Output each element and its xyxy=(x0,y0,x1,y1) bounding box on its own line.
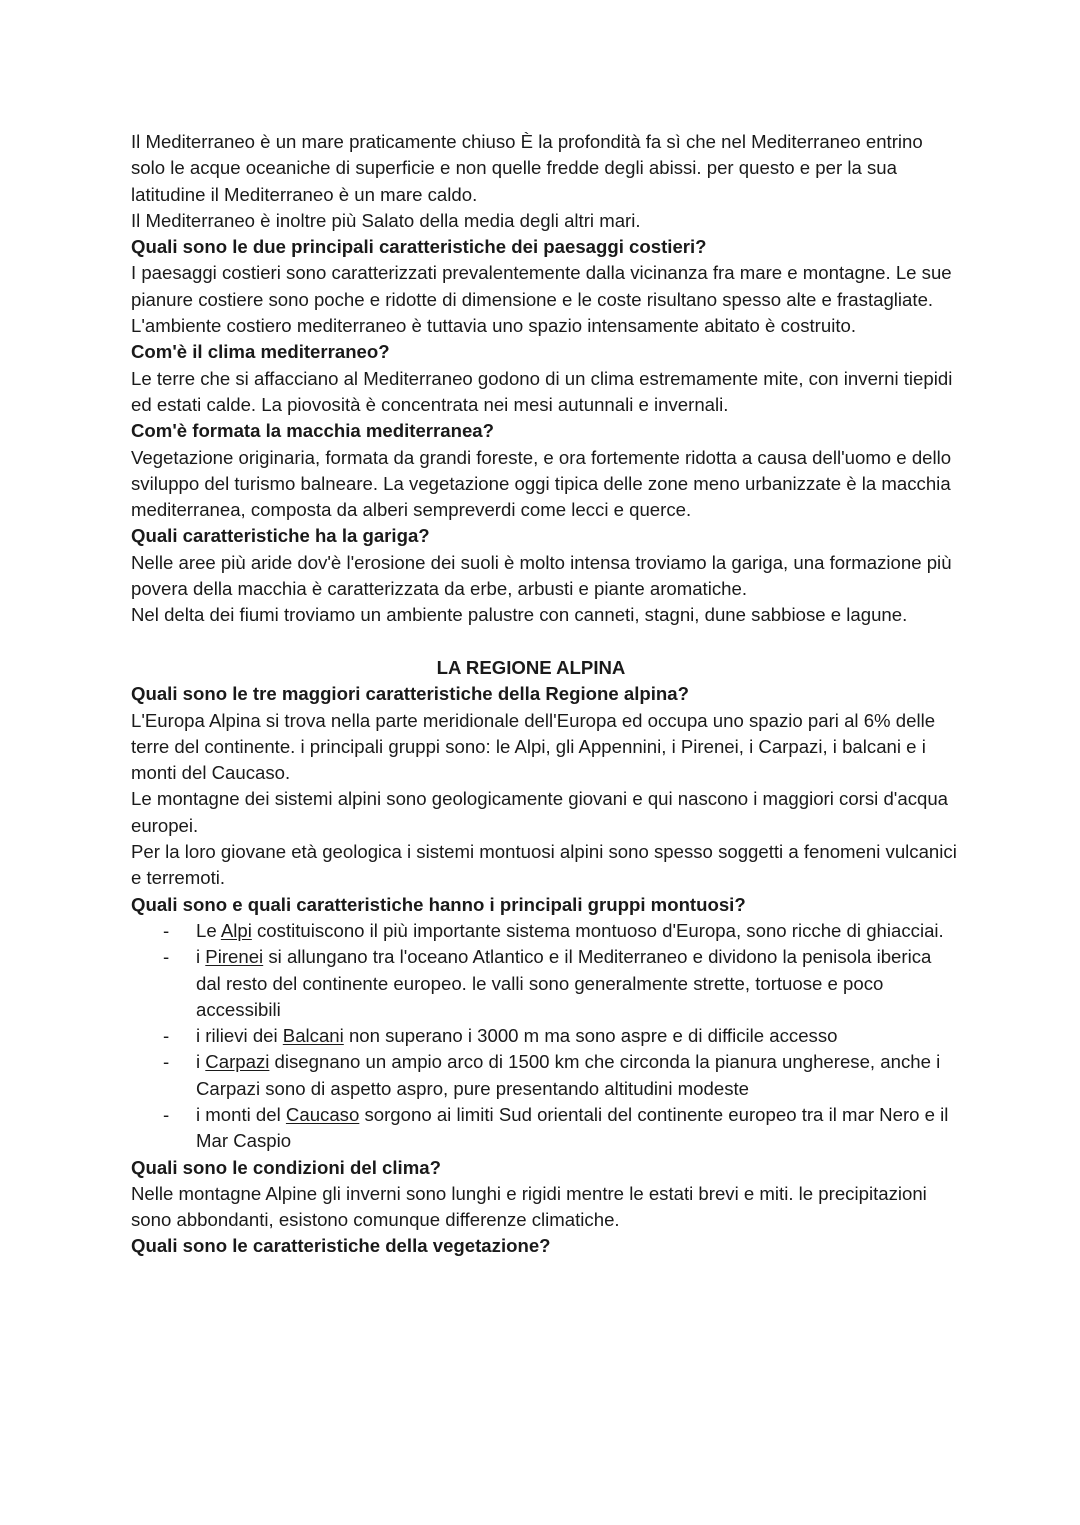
question-macchia: Com'è formata la macchia mediterranea? xyxy=(131,420,495,442)
document-page xyxy=(131,129,961,1260)
intro-paragraph-2: Il Mediterraneo è inoltre più Salato della media degli altri mari. xyxy=(131,209,641,231)
list-dash: - xyxy=(163,919,170,941)
mountain-name-balcani: Balcani xyxy=(282,1025,344,1047)
answer-alpine-climate: Nelle montagne Alpine gli inverni sono lunghi e rigidi mentre le estati brevi e miti. le precipitazioni sono abbondanti, esistono comunque differenze climatiche. xyxy=(131,1182,927,1231)
list-dash: - xyxy=(163,946,170,968)
answer-gariga-2: Nel delta dei fiumi troviamo un ambiente palustre con canneti, stagni, dune sabbiose e lagune. xyxy=(131,604,908,626)
mountain-name-pirenei: Pirenei xyxy=(205,946,264,968)
list-item: - i monti del Caucaso sorgono ai limiti Sud orientali del continente europeo tra il mar Nero e il Mar Caspio xyxy=(163,1103,949,1152)
question-mountain-groups: Quali sono e quali caratteristiche hanno i principali gruppi montuosi? xyxy=(131,893,746,915)
intro-paragraph-1: Il Mediterraneo è un mare praticamente chiuso È la profondità fa sì che nel Mediterraneo entrino solo le acque oceaniche di superficie e non quelle fredde degli abissi. per questo e per la sua latitudine il Mediterraneo è un mare caldo. xyxy=(131,131,923,205)
answer-gariga-1: Nelle aree più aride dov'è l'erosione dei suoli è molto intensa troviamo la gariga, una formazione più povera della macchia è caratterizzata da erbe, arbusti e piante aromatiche. xyxy=(131,551,952,600)
answer-coastal-landscapes: I paesaggi costieri sono caratterizzati prevalentemente dalla vicinanza fra mare e montagne. Le sue pianure costiere sono poche e ridotte di dimensione e le coste risultano spesso alte e frastagliate. L'ambiente costiero mediterraneo è tuttavia uno spazio intensamente abitato è costruito. xyxy=(131,262,952,337)
question-coastal-landscapes: Quali sono le due principali caratteristiche dei paesaggi costieri? xyxy=(131,236,707,258)
list-item: - i Pirenei si allungano tra l'oceano Atlantico e il Mediterraneo e dividono la penisola iberica dal resto del continente europeo. le valli sono generalmente strette, tortuose e poco accessibili xyxy=(163,946,932,1020)
list-item: - i Carpazi disegnano un ampio arco di 1500 km che circonda la pianura ungherese, anche i Carpazi sono di aspetto aspro, pure presentando altitudini modeste xyxy=(163,1051,941,1099)
mountain-groups-list xyxy=(131,918,961,1155)
answer-alpine-region-1: L'Europa Alpina si trova nella parte meridionale dell'Europa ed occupa uno spazio pari al 6% delle terre del continente. i principali gruppi sono: le Alpi, gli Appennini, i Pirenei, i Carpazi, i balcani e i monti del Caucaso. xyxy=(131,709,936,784)
question-alpine-region: Quali sono le tre maggiori caratteristiche della Regione alpina? xyxy=(131,683,689,705)
mountain-name-carpazi: Carpazi xyxy=(205,1051,270,1073)
answer-alpine-region-3: Per la loro giovane età geologica i sistemi montuosi alpini sono spesso soggetti a fenomeni vulcanici e terremoti. xyxy=(131,841,957,889)
list-dash: - xyxy=(163,1103,170,1125)
section-title: LA REGIONE ALPINA xyxy=(436,656,626,678)
question-gariga: Quali caratteristiche ha la gariga? xyxy=(131,525,430,547)
list-item: - i rilievi dei Balcani non superano i 3000 m ma sono aspre e di difficile accesso xyxy=(131,1023,961,1049)
mountain-name-caucaso: Caucaso xyxy=(285,1103,360,1125)
answer-alpine-region-2: Le montagne dei sistemi alpini sono geologicamente giovani e qui nascono i maggiori corsi d'acqua europei. xyxy=(131,788,949,836)
question-mediterranean-climate: Com'è il clima mediterraneo? xyxy=(131,341,390,363)
mountain-name-alpi: Alpi xyxy=(220,919,252,941)
answer-mediterranean-climate: Le terre che si affacciano al Mediterraneo godono di un clima estremamente mite, con inverni tiepidi ed estati calde. La piovosità è concentrata nei mesi autunnali e invernali. xyxy=(131,367,953,415)
question-alpine-climate: Quali sono le condizioni del clima? xyxy=(131,1156,441,1178)
list-item: - Le Alpi costituiscono il più importante sistema montuoso d'Europa, sono ricche di ghiacciai. xyxy=(131,918,961,944)
question-vegetation: Quali sono le caratteristiche della vegetazione? xyxy=(131,1235,551,1257)
answer-macchia: Vegetazione originaria, formata da grandi foreste, e ora fortemente ridotta a causa dell'uomo e dello sviluppo del turismo balneare. La vegetazione oggi tipica delle zone meno urbanizzate è la macchia mediterranea, composta da alberi sempreverdi come lecci e querce. xyxy=(131,446,952,521)
section-spacer xyxy=(131,629,961,655)
list-dash: - xyxy=(163,1051,170,1073)
list-dash: - xyxy=(163,1025,170,1047)
